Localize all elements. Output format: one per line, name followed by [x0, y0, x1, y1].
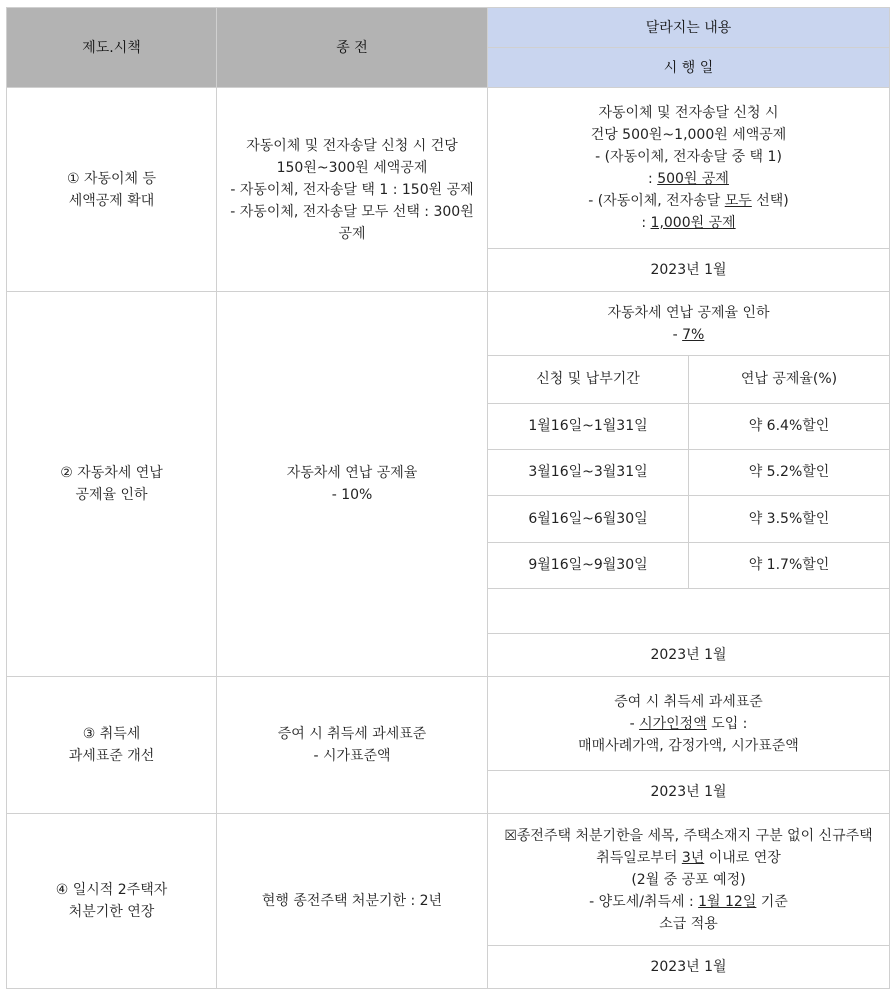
after-line: 자동이체 및 전자송달 신청 시	[598, 105, 779, 121]
discount-empty-row	[488, 588, 889, 633]
before-line: - 자동이체, 전자송달 택 1 : 150원 공제	[230, 181, 474, 198]
discount-table-cell	[488, 356, 890, 634]
policy-name-line: 공제율 인하	[75, 487, 148, 503]
after-line: 자동차세 연납 공제율 인하	[607, 304, 770, 321]
before-line: 증여 시 취득세 과세표준	[277, 726, 427, 742]
table-row	[7, 88, 890, 249]
policy-name	[7, 292, 217, 677]
after-text: - 양도세/취득세 :	[589, 893, 699, 910]
discount-header-row	[488, 356, 889, 403]
header-changes: 달라지는 내용	[488, 8, 890, 48]
after-highlight: 1,000원 공제	[650, 215, 736, 231]
after-highlight: 시가인정액	[639, 715, 707, 732]
after-line	[494, 190, 883, 212]
after-text: ☒종전주택 처분기한을 세목, 주택소재지 구분 없이 신규주택 취득일로부터	[504, 827, 873, 866]
table-header-row	[7, 8, 890, 48]
policy-name-line: 세액공제 확대	[68, 192, 155, 209]
table-row	[7, 677, 890, 771]
after-text: 이내로 연장	[704, 849, 781, 866]
after-text: 선택)	[751, 193, 789, 209]
discount-row	[488, 542, 889, 588]
discount-table	[488, 356, 889, 633]
policy-name-line: ④ 일시적 2주택자	[55, 882, 168, 898]
after-line: (2월 중 공포 예정)	[631, 871, 746, 888]
period-cell: 6월16일~6월30일	[488, 495, 689, 542]
before-content	[217, 292, 488, 677]
period-header: 신청 및 납부기간	[488, 356, 689, 403]
after-text: -	[672, 326, 683, 343]
before-line: 자동이체 및 전자송달 신청 시 건당	[246, 137, 458, 154]
empty-cell	[488, 588, 889, 633]
top-border	[0, 0, 896, 6]
after-content	[488, 677, 890, 771]
before-line: 150원~300원 세액공제	[276, 159, 428, 176]
policy-name-line: 과세표준 개선	[68, 748, 155, 764]
rate-cell: 약 5.2%할인	[689, 449, 890, 495]
after-text: 기준	[756, 893, 788, 910]
after-line	[494, 168, 883, 190]
after-line: 소급 적용	[659, 915, 718, 932]
after-highlight: 3년	[681, 849, 705, 866]
before-line: 현행 종전주택 처분기한 : 2년	[261, 893, 443, 909]
after-highlight: 7%	[682, 326, 705, 343]
policy-name-line: 처분기한 연장	[68, 904, 155, 920]
before-content	[217, 814, 488, 989]
after-line	[494, 713, 883, 735]
policy-change-table	[6, 7, 890, 989]
table-row	[7, 292, 890, 356]
effective-date: 2023년 1월	[488, 771, 890, 814]
after-line	[494, 324, 883, 346]
policy-name-line: ① 자동이체 등	[66, 170, 157, 187]
rate-header: 연납 공제율(%)	[689, 356, 890, 403]
before-line: - 시가표준액	[313, 748, 391, 764]
period-cell: 3월16일~3월31일	[488, 449, 689, 495]
rate-cell: 약 6.4%할인	[689, 403, 890, 449]
after-line: 건당 500원~1,000원 세액공제	[590, 127, 787, 143]
before-content	[217, 677, 488, 814]
after-text: :	[648, 171, 658, 187]
after-highlight: 1월 12일	[698, 893, 757, 910]
policy-name	[7, 677, 217, 814]
before-content	[217, 88, 488, 292]
rate-cell: 약 3.5%할인	[689, 495, 890, 542]
after-text: -	[629, 715, 640, 732]
header-policy: 제도.시책	[7, 8, 217, 88]
after-content	[488, 88, 890, 249]
discount-row	[488, 495, 889, 542]
after-highlight: 500원 공제	[657, 171, 729, 187]
policy-name-line: ② 자동차세 연납	[60, 465, 163, 481]
after-highlight: 모두	[724, 193, 752, 209]
effective-date: 2023년 1월	[488, 946, 890, 989]
after-text: - (자동이체, 전자송달	[588, 193, 725, 209]
after-line	[494, 825, 883, 869]
before-line: 자동차세 연납 공제율	[286, 465, 418, 481]
header-before: 종 전	[217, 8, 488, 88]
effective-date: 2023년 1월	[488, 249, 890, 292]
after-line	[494, 891, 883, 913]
after-line: 매매사례가액, 감정가액, 시가표준액	[578, 737, 799, 754]
after-text: :	[641, 215, 651, 231]
table-row	[7, 814, 890, 946]
policy-name-line: ③ 취득세	[82, 726, 141, 742]
header-effective-date: 시 행 일	[488, 48, 890, 88]
discount-row	[488, 403, 889, 449]
before-line: - 자동이체, 전자송달 모두 선택 : 300원 공제	[230, 203, 474, 242]
discount-row	[488, 449, 889, 495]
policy-name	[7, 814, 217, 989]
after-content	[488, 292, 890, 356]
period-cell: 1월16일~1월31일	[488, 403, 689, 449]
policy-name	[7, 88, 217, 292]
after-text: 도입 :	[706, 715, 748, 732]
after-line	[494, 212, 883, 234]
effective-date: 2023년 1월	[488, 634, 890, 677]
rate-cell: 약 1.7%할인	[689, 542, 890, 588]
before-line: - 10%	[331, 487, 373, 503]
after-line: - (자동이체, 전자송달 중 택 1)	[595, 149, 782, 165]
after-content	[488, 814, 890, 946]
period-cell: 9월16일~9월30일	[488, 542, 689, 588]
after-line: 증여 시 취득세 과세표준	[614, 693, 763, 710]
